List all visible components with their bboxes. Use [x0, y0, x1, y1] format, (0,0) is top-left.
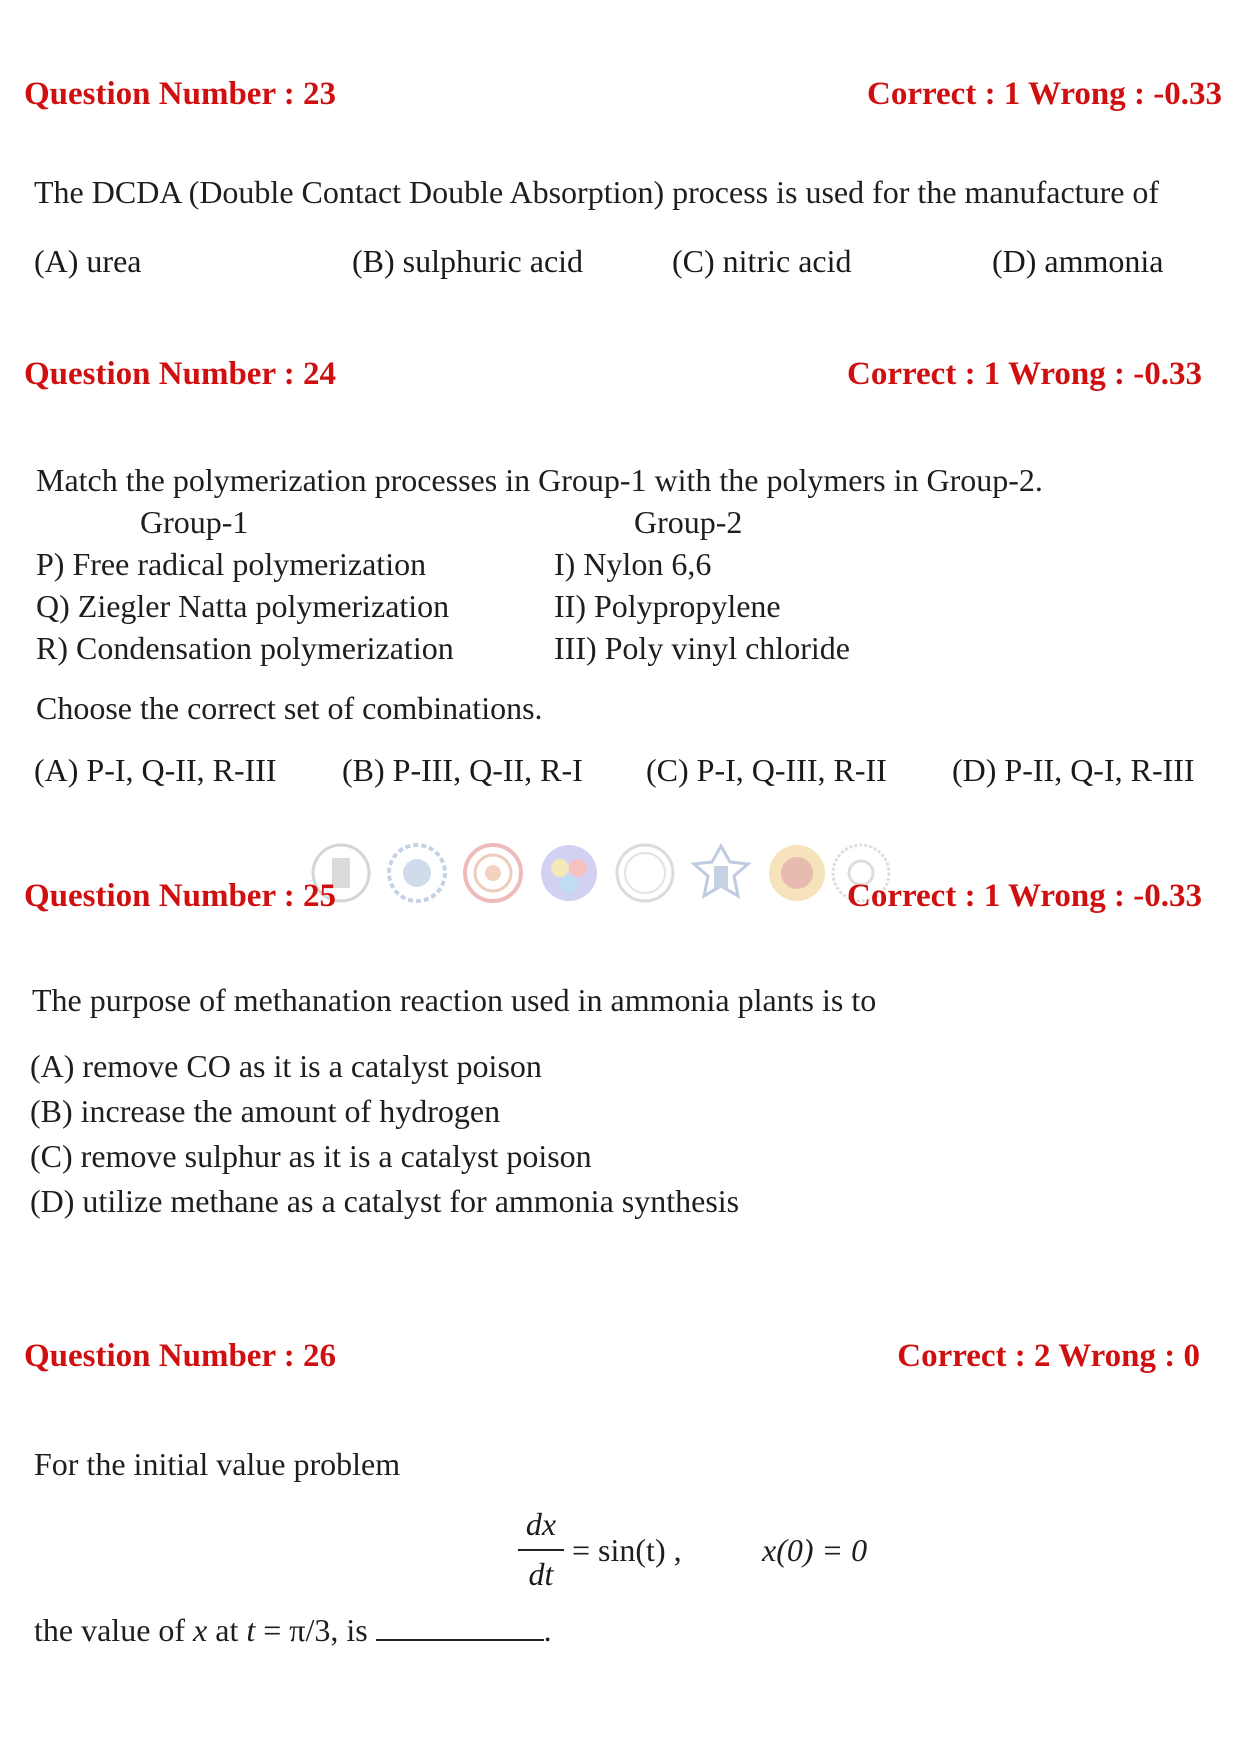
question-25-number: Question Number : 25	[24, 878, 336, 914]
option-b[interactable]: (B) P-III, Q-II, R-I	[342, 752, 583, 788]
question-23-number: Question Number : 23	[24, 76, 336, 112]
equation-denominator: dt	[528, 1556, 554, 1592]
iit-logo-6	[690, 842, 752, 904]
question-23-options	[0, 245, 1240, 285]
option-b[interactable]: (B) sulphuric acid	[352, 243, 584, 279]
initial-condition: x(0) = 0	[762, 1532, 868, 1568]
question-24-number: Question Number : 24	[24, 356, 336, 392]
option-d[interactable]: (D) ammonia	[992, 243, 1164, 279]
group-2-heading: Group-2	[634, 504, 743, 540]
group-2-item-ii: II) Polypropylene	[554, 588, 781, 624]
option-a[interactable]: (A) remove CO as it is a catalyst poison	[30, 1048, 542, 1084]
question-24-instruction: Choose the correct set of combinations.	[36, 690, 543, 726]
option-d[interactable]: (D) utilize methane as a catalyst for ammonia synthesis	[30, 1183, 740, 1219]
question-26-marks: Correct : 2 Wrong : 0	[897, 1338, 1200, 1374]
group-1-item-r: R) Condensation polymerization	[36, 630, 454, 666]
option-c[interactable]: (C) P-I, Q-III, R-II	[646, 752, 887, 788]
question-24-options	[0, 754, 1240, 794]
question-25-marks: Correct : 1 Wrong : -0.33	[847, 878, 1202, 914]
equation-numerator: dx	[525, 1506, 557, 1542]
question-23-stem: The DCDA (Double Contact Double Absorption) process is used for the manufacture of	[34, 174, 1160, 210]
group-1-heading: Group-1	[140, 504, 249, 540]
option-c[interactable]: (C) nitric acid	[672, 243, 852, 279]
iit-logo-4	[538, 842, 600, 904]
answer-variable-x: x	[193, 1612, 208, 1648]
option-d[interactable]: (D) P-II, Q-I, R-III	[952, 752, 1195, 788]
group-1-item-p: P) Free radical polymerization	[36, 546, 427, 582]
iit-logo-7	[766, 842, 828, 904]
equation-rhs: = sin(t) ,	[572, 1532, 682, 1568]
answer-blank[interactable]	[376, 1615, 544, 1641]
iit-logo-3	[462, 842, 524, 904]
question-25-stem: The purpose of methanation reaction used in ammonia plants is to	[32, 982, 877, 1018]
answer-prefix: the value of	[34, 1612, 186, 1648]
group-2-item-iii: III) Poly vinyl chloride	[554, 630, 850, 666]
question-23-marks: Correct : 1 Wrong : -0.33	[867, 76, 1222, 112]
question-26-stem: For the initial value problem	[34, 1446, 401, 1482]
iit-logo-2	[386, 842, 448, 904]
iit-logo-5	[614, 842, 676, 904]
answer-expression: = π/3, is	[263, 1612, 368, 1648]
answer-suffix: .	[543, 1612, 552, 1648]
answer-at: at	[215, 1612, 239, 1648]
option-c[interactable]: (C) remove sulphur as it is a catalyst poison	[30, 1138, 592, 1174]
question-24-marks: Correct : 1 Wrong : -0.33	[847, 356, 1202, 392]
group-1-item-q: Q) Ziegler Natta polymerization	[36, 588, 450, 624]
group-2-item-i: I) Nylon 6,6	[554, 546, 712, 582]
question-26-number: Question Number : 26	[24, 1338, 336, 1374]
answer-line	[34, 1614, 552, 1646]
answer-variable-t: t	[246, 1612, 256, 1648]
option-a[interactable]: (A) P-I, Q-II, R-III	[34, 752, 277, 788]
fraction-bar	[518, 1549, 564, 1551]
option-b[interactable]: (B) increase the amount of hydrogen	[30, 1093, 501, 1129]
option-a[interactable]: (A) urea	[34, 243, 142, 279]
question-24-stem: Match the polymerization processes in Group-1 with the polymers in Group-2.	[36, 462, 1043, 498]
